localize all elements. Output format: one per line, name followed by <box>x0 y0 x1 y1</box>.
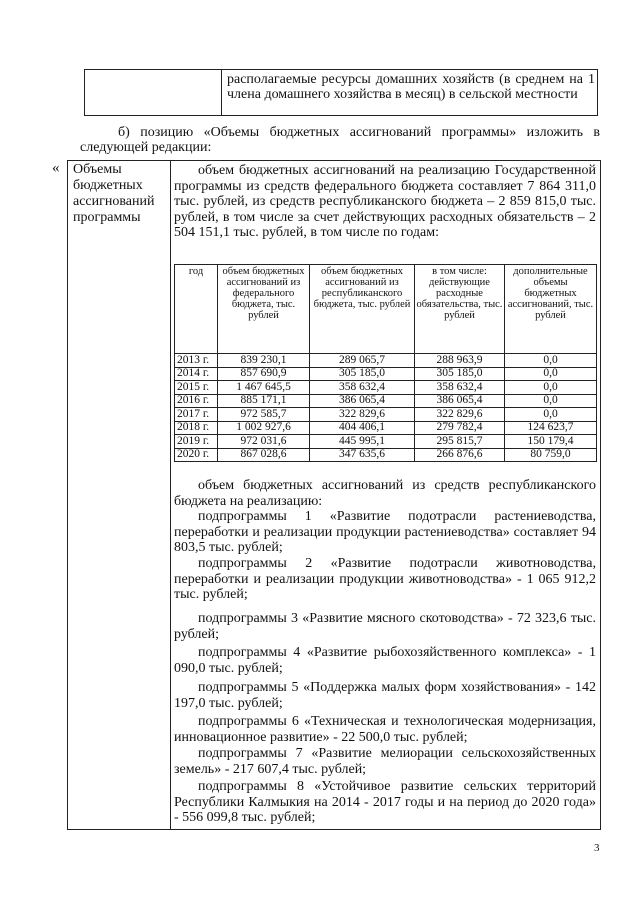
top-table <box>84 69 598 116</box>
subprogram-4: подпрограммы 4 «Развитие рыбохозяйственного комплекса» - 1 090,0 тыс. рублей; <box>174 645 596 676</box>
budget-table-header <box>175 265 597 354</box>
subprogram-3: подпрограммы 3 «Развитие мясного скотоводства» - 72 323,6 тыс. рублей; <box>174 611 596 642</box>
section-label: Объемы бюджетных ассигнований программы <box>73 162 155 225</box>
header-current: в том числе: действующие расходные обязательства, тыс. рублей <box>415 265 505 354</box>
subprogram-2: подпрограммы 2 «Развитие подотрасли животноводства, переработки и реализации продукции животноводства» - 1 065 912,2 тыс. рублей; <box>174 556 596 602</box>
table-row: 2018 г. 1 002 927,6 404 406,1 279 782,4 124 623,7 <box>175 421 597 435</box>
table-row: 2015 г. 1 467 645,5 358 632,4 358 632,4 0,0 <box>175 381 597 395</box>
table-row: 2019 г. 972 031,6 445 995,1 295 815,7 150 179,4 <box>175 435 597 449</box>
program-section-divider <box>170 161 171 829</box>
header-additional: дополнительные объемы бюджетных ассигнований, тыс. рублей <box>505 265 597 354</box>
header-year: год <box>175 265 218 354</box>
subprogram-8: подпрограммы 8 «Устойчивое развитие сельских территорий Республики Калмыкия на 2014 - 2017 годы и на период до 2020 года» - 556 099,8 тыс. рублей; <box>174 779 596 825</box>
header-republican: объем бюджетных ассигнований из республиканского бюджета, тыс. рублей <box>310 265 415 354</box>
opening-quote: « <box>52 160 60 176</box>
subprogram-6: подпрограммы 6 «Техническая и технологическая модернизация, инновационное развитие» - 22 500,0 тыс. рублей; <box>174 714 596 745</box>
subprogram-7: подпрограммы 7 «Развитие мелиорации сельскохозяйственных земель» - 217 607,4 тыс. рублей; <box>174 746 596 777</box>
subprogram-5: подпрограммы 5 «Поддержка малых форм хозяйствования» - 142 197,0 тыс. рублей; <box>174 680 596 711</box>
table-row: 2013 г. 839 230,1 289 065,7 288 963,9 0,0 <box>175 354 597 368</box>
subprogram-1: подпрограммы 1 «Развитие подотрасли растениеводства, переработки и реализации продукции растениеводства» составляет 94 803,5 тыс. рублей; <box>174 509 596 555</box>
intro-paragraph: объем бюджетных ассигнований на реализацию Государственной программы из средств федерального бюджета составляет 7 864 311,0 тыс. рублей, из средств республиканского бюджета – 2 859 815,0 тыс. рублей, в том числе за счет действующих расходных обязательств – 2 504 151,1 тыс. рублей, в том числе по годам: <box>174 163 596 240</box>
table-row: 2014 г. 857 690,9 305 185,0 305 185,0 0,0 <box>175 367 597 381</box>
top-table-text: располагаемые ресурсы домашних хозяйств (в среднем на 1 члена домашнего хозяйства в месяц) в сельской местности <box>227 72 595 102</box>
page-number: 3 <box>594 842 600 854</box>
header-federal: объем бюджетных ассигнований из федерального бюджета, тыс. рублей <box>218 265 310 354</box>
table-row: 2020 г. 867 028,6 347 635,6 266 876,6 80 759,0 <box>175 448 597 462</box>
instruction-text: б) позицию «Объемы бюджетных ассигнований программы» изложить в следующей редакции: <box>80 125 600 155</box>
table-row: 2016 г. 885 171,1 386 065,4 386 065,4 0,0 <box>175 394 597 408</box>
after-table-paragraph: объем бюджетных ассигнований из средств республиканского бюджета на реализацию: <box>174 478 596 509</box>
top-table-divider <box>221 70 222 115</box>
table-row: 2017 г. 972 585,7 322 829,6 322 829,6 0,0 <box>175 408 597 422</box>
budget-table <box>174 264 597 462</box>
